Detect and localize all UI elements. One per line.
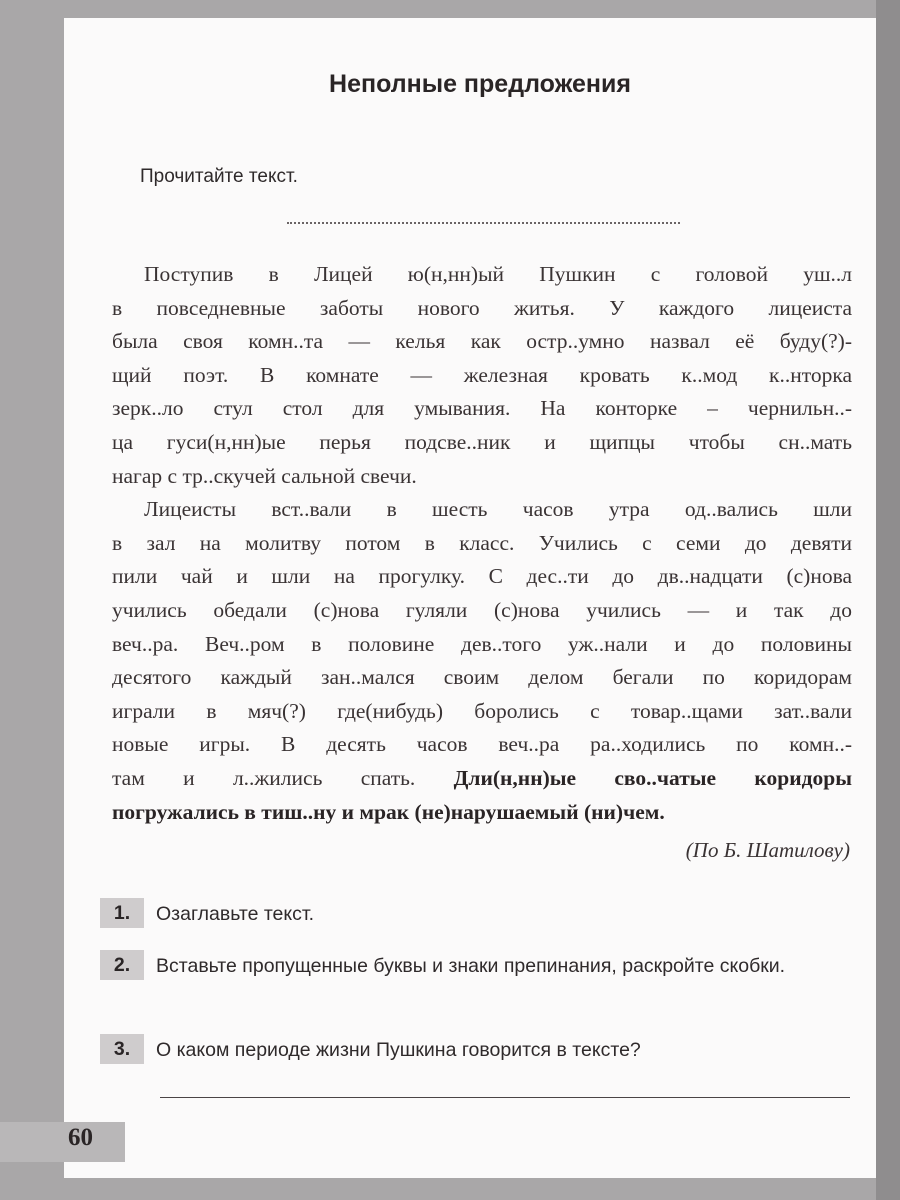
bold-sentence: Дли(н,нн)ые сво..чатые коридоры bbox=[453, 765, 852, 790]
source-attribution: (По Б. Шатилову) bbox=[685, 838, 850, 862]
text-line: была своя комн..та — келья как остр..умно назвал её буду(?)- bbox=[112, 329, 852, 354]
text-line: Лицеисты вст..вали в шесть часов утра од..вались шли bbox=[144, 497, 852, 522]
bold-sentence: погружались в тиш..ну и мрак (не)нарушаемый (ни)чем. bbox=[112, 799, 665, 824]
question-number: 3. bbox=[100, 1034, 144, 1064]
text-line: в зал на молитву потом в класс. Учились с семи до девяти bbox=[112, 530, 852, 555]
page-number-bar bbox=[0, 1122, 125, 1162]
question-number: 2. bbox=[100, 950, 144, 980]
text-line: в повседневные заботы нового житья. У каждого лицеиста bbox=[112, 295, 852, 320]
text-line: играли в мяч(?) где(нибудь) боролись с товар..щами зат..вали bbox=[112, 698, 852, 723]
question-1 bbox=[100, 898, 860, 930]
question-number: 1. bbox=[100, 898, 144, 928]
question-text: Озаглавьте текст. bbox=[156, 903, 315, 925]
question-3 bbox=[100, 1034, 860, 1066]
answer-line bbox=[160, 1097, 850, 1098]
question-text: Вставьте пропущенные буквы и знаки препинания, раскройте скобки. bbox=[156, 955, 786, 977]
instruction: Прочитайте текст. bbox=[140, 166, 298, 187]
question-2 bbox=[100, 950, 860, 982]
text-line: там и л..жились спать. Дли(н,нн)ые сво..чатые коридоры bbox=[112, 765, 852, 790]
text-line: Поступив в Лицей ю(н,нн)ый Пушкин с головой уш..л bbox=[144, 262, 852, 286]
dotted-answer-line bbox=[287, 222, 680, 224]
page-title: Неполные предложения bbox=[329, 70, 631, 98]
text-line: учились обедали (с)нова гуляли (с)нова учились — и так до bbox=[112, 597, 852, 622]
text-line: веч..ра. Веч..ром в половине дев..того уж..нали и до половины bbox=[112, 631, 852, 656]
question-text: О каком периоде жизни Пушкина говорится в тексте? bbox=[156, 1039, 641, 1061]
page-number: 60 bbox=[68, 1124, 93, 1151]
text-line: щий поэт. В комнате — железная кровать к..мод к..нторка bbox=[112, 362, 852, 387]
text-line: десятого каждый зан..мался своим делом бегали по коридорам bbox=[112, 665, 852, 690]
text-line: нагар с тр..скучей сальной свечи. bbox=[112, 463, 417, 488]
text-line: ца гуси(н,нн)ые перья подсве..ник и щипцы чтобы сн..мать bbox=[112, 429, 852, 454]
page-edge bbox=[876, 0, 900, 1200]
text-line: зерк..ло стул стол для умывания. На конторке – чернильн..- bbox=[112, 396, 852, 421]
text-line bbox=[112, 796, 852, 830]
text-line: пили чай и шли на прогулку. С дес..ти до дв..надцати (с)нова bbox=[112, 564, 852, 589]
text-line: новые игры. В десять часов веч..ра ра..ходились по комн..- bbox=[112, 732, 852, 757]
exercise-text bbox=[112, 258, 852, 829]
